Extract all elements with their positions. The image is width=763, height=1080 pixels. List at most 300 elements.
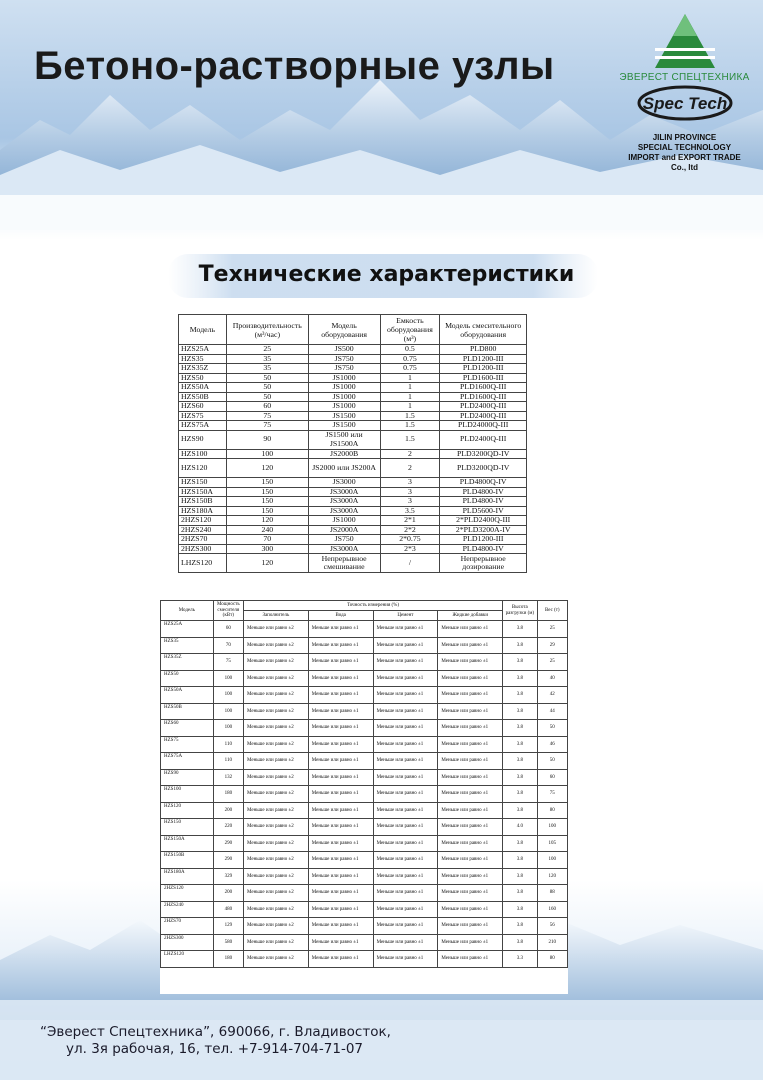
col-header-capacity [226,315,308,345]
weight-cell: 50 [537,753,567,770]
height-cell: 3.8 [503,885,537,902]
specs-table-accuracy [160,600,568,968]
accuracy-filler-cell: Меньше или равно ±2 [244,654,309,671]
accuracy-liquid-cell: Меньше или равно ±1 [438,835,503,852]
accuracy-water-cell: Меньше или равно ±1 [308,703,373,720]
col-header-model: Модель [179,315,227,345]
model-cell: HZS75 [179,411,227,421]
table-row [161,720,568,737]
model-cell: HZS50 [161,670,214,687]
table-cell: PLD4800-IV [440,544,527,554]
accuracy-water-cell: Меньше или равно ±1 [308,868,373,885]
table-cell: PLD2400Q-III [440,411,527,421]
table-cell: JS2000 или JS200A [308,459,380,478]
table-cell: 2*PLD2400Q-III [440,516,527,526]
accuracy-cement-cell: Меньше или равно ±1 [373,687,438,704]
accuracy-cement-cell: Меньше или равно ±1 [373,637,438,654]
height-cell: 3.8 [503,786,537,803]
table-cell: JS1500 или JS1500A [308,430,380,449]
model-cell: HZS75A [161,753,214,770]
power-cell: 480 [213,901,243,918]
model-cell: HZS150B [179,497,227,507]
accuracy-cement-cell: Меньше или равно ±1 [373,951,438,968]
accuracy-liquid-cell: Меньше или равно ±1 [438,852,503,869]
accuracy-filler-cell: Меньше или равно ±2 [244,835,309,852]
table-row [161,852,568,869]
accuracy-filler-cell: Меньше или равно ±2 [244,670,309,687]
model-cell: HZS90 [161,769,214,786]
model-cell: HZS50A [179,383,227,393]
height-cell: 3.8 [503,934,537,951]
height-cell: 3.8 [503,720,537,737]
model-cell: 2HZS240 [161,901,214,918]
accuracy-liquid-cell: Меньше или равно ±1 [438,868,503,885]
accuracy-cement-cell: Меньше или равно ±1 [373,835,438,852]
weight-cell: 100 [537,819,567,836]
accuracy-liquid-cell: Меньше или равно ±1 [438,885,503,902]
table-cell: 3 [380,497,440,507]
accuracy-cement-cell: Меньше или равно ±1 [373,720,438,737]
accuracy-filler-cell: Меньше или равно ±2 [244,934,309,951]
model-cell: 2HZS240 [179,525,227,535]
model-cell: HZS50A [161,687,214,704]
table-cell: JS1500 [308,421,380,431]
col-header-water: Вода [308,611,373,621]
table-cell: PLD3200QD-IV [440,459,527,478]
height-cell: 3.8 [503,802,537,819]
height-cell: 3.8 [503,637,537,654]
table-cell: 0.75 [380,354,440,364]
table-cell: 70 [226,535,308,545]
col-header-capacity-unit: (м³/час) [254,329,281,339]
table-cell: 1 [380,392,440,402]
table-row [179,364,527,374]
table-cell: 1 [380,402,440,412]
power-cell: 129 [213,918,243,935]
accuracy-cement-cell: Меньше или равно ±1 [373,736,438,753]
col-header-liquid: Жидкие добавки [438,611,503,621]
table-cell: 0.5 [380,345,440,355]
table-cell: PLD3200QD-IV [440,449,527,459]
accuracy-water-cell: Меньше или равно ±1 [308,769,373,786]
power-cell: 200 [213,802,243,819]
table-cell: PLD1200-III [440,364,527,374]
model-cell: HZS150 [179,478,227,488]
accuracy-water-cell: Меньше или равно ±1 [308,670,373,687]
table-cell: JS3000A [308,544,380,554]
page-title: Бетоно-растворные узлы [34,44,555,88]
table-row [161,687,568,704]
table-cell: 2*0.75 [380,535,440,545]
table-cell: JS3000A [308,497,380,507]
table-cell: / [380,554,440,573]
table-cell: JS2000A [308,525,380,535]
table-row [161,769,568,786]
table-cell: JS1000 [308,392,380,402]
power-cell: 290 [213,852,243,869]
accuracy-liquid-cell: Меньше или равно ±1 [438,769,503,786]
weight-cell: 88 [537,885,567,902]
table-cell: PLD2400Q-III [440,430,527,449]
table-cell: 150 [226,487,308,497]
accuracy-liquid-cell: Меньше или равно ±1 [438,736,503,753]
table-row [161,868,568,885]
table-row [179,430,527,449]
table-cell: 2*1 [380,516,440,526]
weight-cell: 160 [537,901,567,918]
weight-cell: 105 [537,835,567,852]
table-cell: 2*3 [380,544,440,554]
accuracy-liquid-cell: Меньше или равно ±1 [438,621,503,638]
accuracy-liquid-cell: Меньше или равно ±1 [438,786,503,803]
table-cell: JS1000 [308,516,380,526]
model-cell: HZS75A [179,421,227,431]
model-cell: HZS180A [179,506,227,516]
table-row [161,901,568,918]
table-cell: PLD5600-IV [440,506,527,516]
table-cell: 150 [226,506,308,516]
table-cell: JS3000A [308,487,380,497]
table-cell: JS750 [308,364,380,374]
accuracy-liquid-cell: Меньше или равно ±1 [438,901,503,918]
table-row [161,753,568,770]
accuracy-filler-cell: Меньше или равно ±2 [244,852,309,869]
weight-cell: 25 [537,654,567,671]
company-line: SPECIAL TECHNOLOGY [637,143,732,152]
accuracy-water-cell: Меньше или равно ±1 [308,802,373,819]
table-cell: PLD1600-III [440,373,527,383]
accuracy-filler-cell: Меньше или равно ±2 [244,769,309,786]
accuracy-filler-cell: Меньше или равно ±2 [244,736,309,753]
table-cell: PLD4800-IV [440,487,527,497]
model-cell: HZS180A [161,868,214,885]
power-cell: 290 [213,835,243,852]
table-row [179,449,527,459]
table-cell: PLD800 [440,345,527,355]
table-cell: JS2000B [308,449,380,459]
accuracy-filler-cell: Меньше или равно ±2 [244,868,309,885]
table-cell: JS3000 [308,478,380,488]
power-cell: 110 [213,736,243,753]
logo-block [612,12,757,212]
weight-cell: 25 [537,621,567,638]
table-cell: 3 [380,478,440,488]
accuracy-liquid-cell: Меньше или равно ±1 [438,687,503,704]
table-row [161,703,568,720]
model-cell: HZS75 [161,736,214,753]
accuracy-cement-cell: Меньше или равно ±1 [373,621,438,638]
power-cell: 75 [213,654,243,671]
power-cell: 329 [213,868,243,885]
footer-line-1: “Эверест Спецтехника”, 690066, г. Владивосток, [40,1024,391,1040]
table-cell: PLD1600Q-III [440,392,527,402]
power-cell: 70 [213,637,243,654]
col-header-volume-unit: (м³) [403,334,417,343]
table-cell: JS500 [308,345,380,355]
table-row [161,736,568,753]
section-title: Технические характеристики [198,262,575,287]
table-cell: 240 [226,525,308,535]
accuracy-liquid-cell: Меньше или равно ±1 [438,670,503,687]
table-cell: 50 [226,392,308,402]
model-cell: HZS100 [179,449,227,459]
table-cell: 300 [226,544,308,554]
col-header-volume [380,315,440,345]
table-row [179,383,527,393]
accuracy-water-cell: Меньше или равно ±1 [308,753,373,770]
table-cell: JS750 [308,535,380,545]
model-cell: HZS35 [179,354,227,364]
table-cell: 0.75 [380,364,440,374]
table-row [179,459,527,478]
model-cell: HZS50B [179,392,227,402]
accuracy-water-cell: Меньше или равно ±1 [308,934,373,951]
model-cell: HZS150B [161,852,214,869]
accuracy-cement-cell: Меньше или равно ±1 [373,670,438,687]
model-cell: HZS150A [161,835,214,852]
specs-table-accuracy-wrap [160,600,568,994]
weight-cell: 75 [537,786,567,803]
table-cell: 1 [380,383,440,393]
power-cell: 580 [213,934,243,951]
company-name [612,133,757,173]
table-cell: PLD1600Q-III [440,383,527,393]
model-cell: HZS35Z [161,654,214,671]
table-cell: JS1000 [308,402,380,412]
height-cell: 3.8 [503,670,537,687]
model-cell: HZS150A [179,487,227,497]
table-cell: JS750 [308,354,380,364]
accuracy-filler-cell: Меньше или равно ±2 [244,819,309,836]
col-header-weight: Вес (т) [537,601,567,621]
accuracy-liquid-cell: Меньше или равно ±1 [438,637,503,654]
power-cell: 100 [213,687,243,704]
accuracy-cement-cell: Меньше или равно ±1 [373,654,438,671]
model-cell: LHZS120 [161,951,214,968]
accuracy-cement-cell: Меньше или равно ±1 [373,703,438,720]
power-cell: 180 [213,951,243,968]
model-cell: HZS50B [161,703,214,720]
height-cell: 3.8 [503,621,537,638]
table-cell: 1.5 [380,421,440,431]
height-cell: 3.3 [503,951,537,968]
accuracy-water-cell: Меньше или равно ±1 [308,621,373,638]
weight-cell: 60 [537,769,567,786]
accuracy-cement-cell: Меньше или равно ±1 [373,786,438,803]
accuracy-cement-cell: Меньше или равно ±1 [373,852,438,869]
company-line: JILIN PROVINCE [652,133,717,142]
power-cell: 100 [213,670,243,687]
power-cell: 100 [213,720,243,737]
table-cell: 2*2 [380,525,440,535]
model-cell: HZS120 [179,459,227,478]
table-row [179,535,527,545]
table-cell: 35 [226,364,308,374]
height-cell: 3.8 [503,753,537,770]
accuracy-water-cell: Меньше или равно ±1 [308,637,373,654]
accuracy-liquid-cell: Меньше или равно ±1 [438,934,503,951]
table-cell: PLD1200-III [440,354,527,364]
model-cell: 2HZS120 [179,516,227,526]
accuracy-filler-cell: Меньше или равно ±2 [244,901,309,918]
accuracy-water-cell: Меньше или равно ±1 [308,885,373,902]
weight-cell: 120 [537,868,567,885]
table-row [161,654,568,671]
spectech-logo-text: Spec Tech [642,94,727,113]
weight-cell: 46 [537,736,567,753]
table-cell: 2 [380,459,440,478]
table-row [161,819,568,836]
weight-cell: 210 [537,934,567,951]
table-row [161,885,568,902]
table-cell: 2*PLD3200A-IV [440,525,527,535]
accuracy-liquid-cell: Меньше или равно ±1 [438,753,503,770]
accuracy-liquid-cell: Меньше или равно ±1 [438,802,503,819]
height-cell: 3.8 [503,852,537,869]
accuracy-filler-cell: Меньше или равно ±2 [244,621,309,638]
height-cell: 3.8 [503,868,537,885]
model-cell: HZS60 [161,720,214,737]
model-cell: HZS90 [179,430,227,449]
accuracy-cement-cell: Меньше или равно ±1 [373,868,438,885]
table-cell: JS1000 [308,383,380,393]
table-cell: 120 [226,554,308,573]
table-row [161,951,568,968]
height-cell: 3.8 [503,687,537,704]
model-cell: 2HZS70 [179,535,227,545]
height-cell: 3.8 [503,769,537,786]
accuracy-water-cell: Меньше или равно ±1 [308,819,373,836]
table-cell: 120 [226,459,308,478]
table-cell: JS3000A [308,506,380,516]
table-cell: PLD4800-IV [440,497,527,507]
accuracy-liquid-cell: Меньше или равно ±1 [438,654,503,671]
table-row [179,544,527,554]
accuracy-cement-cell: Меньше или равно ±1 [373,901,438,918]
table-cell: PLD1200-III [440,535,527,545]
accuracy-water-cell: Меньше или равно ±1 [308,786,373,803]
model-cell: LHZS120 [179,554,227,573]
table-cell: PLD2400Q-III [440,402,527,412]
table-cell: JS1500 [308,411,380,421]
table-row [179,421,527,431]
table-cell: 150 [226,478,308,488]
weight-cell: 29 [537,637,567,654]
accuracy-cement-cell: Меньше или равно ±1 [373,802,438,819]
table-row [161,670,568,687]
model-cell: HZS150 [161,819,214,836]
accuracy-liquid-cell: Меньше или равно ±1 [438,720,503,737]
accuracy-filler-cell: Меньше или равно ±2 [244,687,309,704]
weight-cell: 50 [537,720,567,737]
accuracy-filler-cell: Меньше или равно ±2 [244,885,309,902]
model-cell: HZS25A [179,345,227,355]
height-cell: 3.8 [503,835,537,852]
table-row [161,934,568,951]
accuracy-filler-cell: Меньше или равно ±2 [244,637,309,654]
weight-cell: 44 [537,703,567,720]
height-cell: 3.8 [503,736,537,753]
specs-table-main-body [179,345,527,573]
accuracy-water-cell: Меньше или равно ±1 [308,835,373,852]
table-cell: 150 [226,497,308,507]
accuracy-cement-cell: Меньше или равно ±1 [373,885,438,902]
table-row [161,835,568,852]
col-header-accuracy: Точность измерения (%) [244,601,503,611]
col-header-equipment: Модель оборудования [308,315,380,345]
height-cell: 3.8 [503,703,537,720]
spectech-logo [636,83,734,123]
table-cell: 1.5 [380,411,440,421]
weight-cell: 40 [537,670,567,687]
table-cell: PLD24000Q-III [440,421,527,431]
power-cell: 60 [213,621,243,638]
model-cell: HZS60 [179,402,227,412]
table-row [161,802,568,819]
power-cell: 180 [213,786,243,803]
table-row [161,637,568,654]
company-line: IMPORT and EXPORT TRADE [628,153,741,162]
col-header-mixer: Модель смесительного оборудования [440,315,527,345]
table-row [179,554,527,573]
col-header-filler: Заполнитель [244,611,309,621]
table-cell: JS1000 [308,373,380,383]
table-row [161,786,568,803]
table-cell: 35 [226,354,308,364]
accuracy-filler-cell: Меньше или равно ±2 [244,951,309,968]
accuracy-water-cell: Меньше или равно ±1 [308,720,373,737]
accuracy-filler-cell: Меньше или равно ±2 [244,753,309,770]
accuracy-liquid-cell: Меньше или равно ±1 [438,819,503,836]
table-cell: 90 [226,430,308,449]
accuracy-water-cell: Меньше или равно ±1 [308,736,373,753]
weight-cell: 56 [537,918,567,935]
weight-cell: 80 [537,802,567,819]
model-cell: HZS35Z [179,364,227,374]
model-cell: HZS50 [179,373,227,383]
table-cell: 3 [380,487,440,497]
accuracy-filler-cell: Меньше или равно ±2 [244,786,309,803]
accuracy-filler-cell: Меньше или равно ±2 [244,720,309,737]
accuracy-cement-cell: Меньше или равно ±1 [373,769,438,786]
accuracy-filler-cell: Меньше или равно ±2 [244,703,309,720]
table-cell: 75 [226,411,308,421]
accuracy-water-cell: Меньше или равно ±1 [308,918,373,935]
specs-table-accuracy-body [161,621,568,968]
table-cell: 100 [226,449,308,459]
accuracy-cement-cell: Меньше или равно ±1 [373,934,438,951]
model-cell: 2HZS300 [161,934,214,951]
height-cell: 3.8 [503,918,537,935]
company-line: Co., ltd [670,163,699,172]
weight-cell: 100 [537,852,567,869]
model-cell: 2HZS300 [179,544,227,554]
table-cell: 75 [226,421,308,431]
height-cell: 3.8 [503,654,537,671]
accuracy-water-cell: Меньше или равно ±1 [308,901,373,918]
table-cell: PLD4800Q-IV [440,478,527,488]
accuracy-cement-cell: Меньше или равно ±1 [373,753,438,770]
table-row [179,345,527,355]
table-row [179,516,527,526]
accuracy-water-cell: Меньше или равно ±1 [308,852,373,869]
height-cell: 3.8 [503,901,537,918]
table-cell: Непрерывное смешивание [308,554,380,573]
accuracy-liquid-cell: Меньше или равно ±1 [438,951,503,968]
specs-table-main [178,314,527,573]
footer-address [40,1024,391,1058]
power-cell: 132 [213,769,243,786]
